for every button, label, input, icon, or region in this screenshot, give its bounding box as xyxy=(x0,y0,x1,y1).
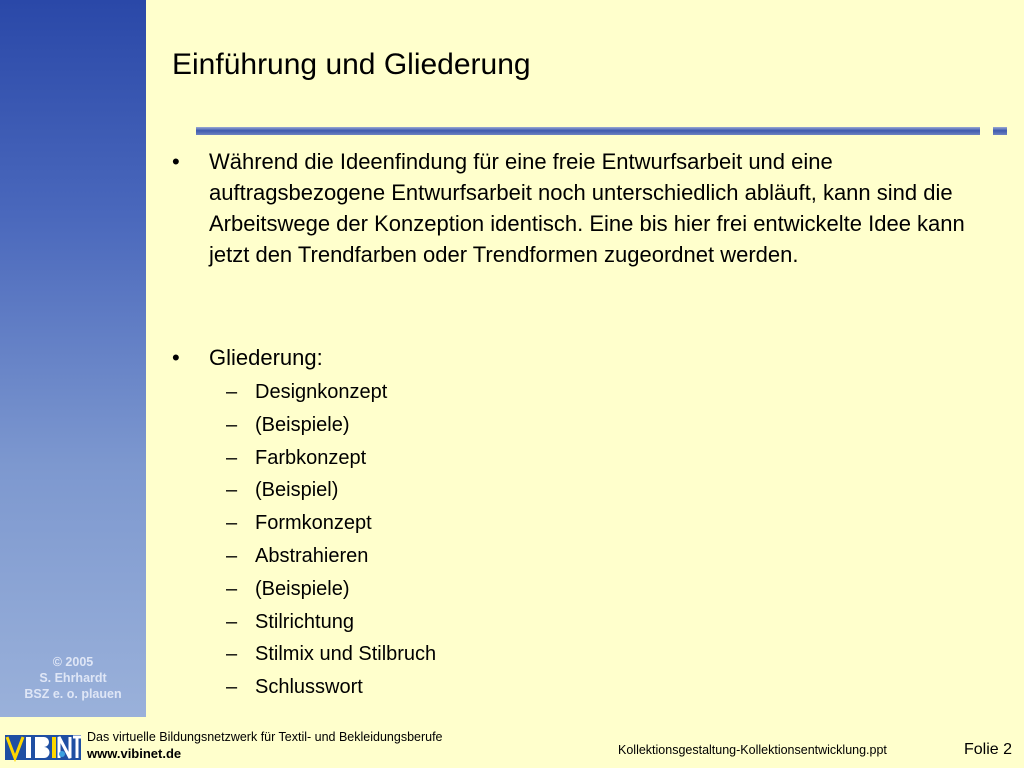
copyright-block xyxy=(0,654,146,702)
copyright-author: S. Ehrhardt xyxy=(39,671,107,685)
outline-item-label: Schlusswort xyxy=(255,676,363,699)
dash-marker: – xyxy=(226,643,238,666)
slide-number: Folie 2 xyxy=(964,741,1013,758)
dash-marker: – xyxy=(226,577,238,600)
footer-filename: Kollektionsgestaltung-Kollektionsentwicklung.ppt xyxy=(618,743,887,757)
copyright-year: © 2005 xyxy=(52,655,94,669)
footer-organization: Das virtuelle Bildungsnetzwerk für Textil- und Bekleidungsberufe xyxy=(87,730,443,744)
dash-marker: – xyxy=(226,479,238,502)
bullet-intro-text: Während die Ideenfindung für eine freie Entwurfsarbeit und eine auftragsbezogene Entwurfsarbeit noch unterschiedlich abläuft, kann sind die Arbeitswege der Konzeption identisch. Eine bis hier frei entwickelte Idee kann jetzt den Trendfarben oder Trendformen zugeordnet werden. xyxy=(209,149,965,267)
outline-item-label: Formkonzept xyxy=(255,512,372,535)
dash-marker: – xyxy=(226,381,238,403)
bullet-outline-heading: Gliederung: xyxy=(209,345,323,370)
outline-item-label: (Beispiel) xyxy=(255,479,339,502)
bullet-marker: • xyxy=(172,149,180,174)
outline-item-label: Designkonzept xyxy=(255,381,388,403)
title-divider-rule xyxy=(196,127,980,135)
copyright-school: BSZ e. o. plauen xyxy=(24,687,122,701)
title-divider-end-block xyxy=(993,127,1007,135)
sidebar-gradient-panel xyxy=(0,0,146,717)
dash-marker: – xyxy=(226,544,238,567)
dash-marker: – xyxy=(226,413,238,436)
outline-item-label: (Beispiele) xyxy=(255,577,350,600)
outline-item-label: Stilrichtung xyxy=(255,610,354,633)
dash-marker: – xyxy=(226,676,238,699)
vibinet-logo[interactable] xyxy=(4,732,82,762)
dash-marker: – xyxy=(226,446,238,469)
outline-item-label: Stilmix und Stilbruch xyxy=(255,643,437,666)
title-divider-gap xyxy=(980,127,993,135)
outline-item-label: (Beispiele) xyxy=(255,413,350,436)
outline-item-label: Abstrahieren xyxy=(255,544,369,567)
outline-item-label: Farbkonzept xyxy=(255,446,367,469)
dash-marker: – xyxy=(226,512,238,535)
footer-website-link[interactable]: www.vibinet.de xyxy=(87,746,182,761)
bullet-marker: • xyxy=(172,345,180,370)
dash-marker: – xyxy=(226,610,238,633)
slide-title: Einführung und Gliederung xyxy=(172,48,531,81)
